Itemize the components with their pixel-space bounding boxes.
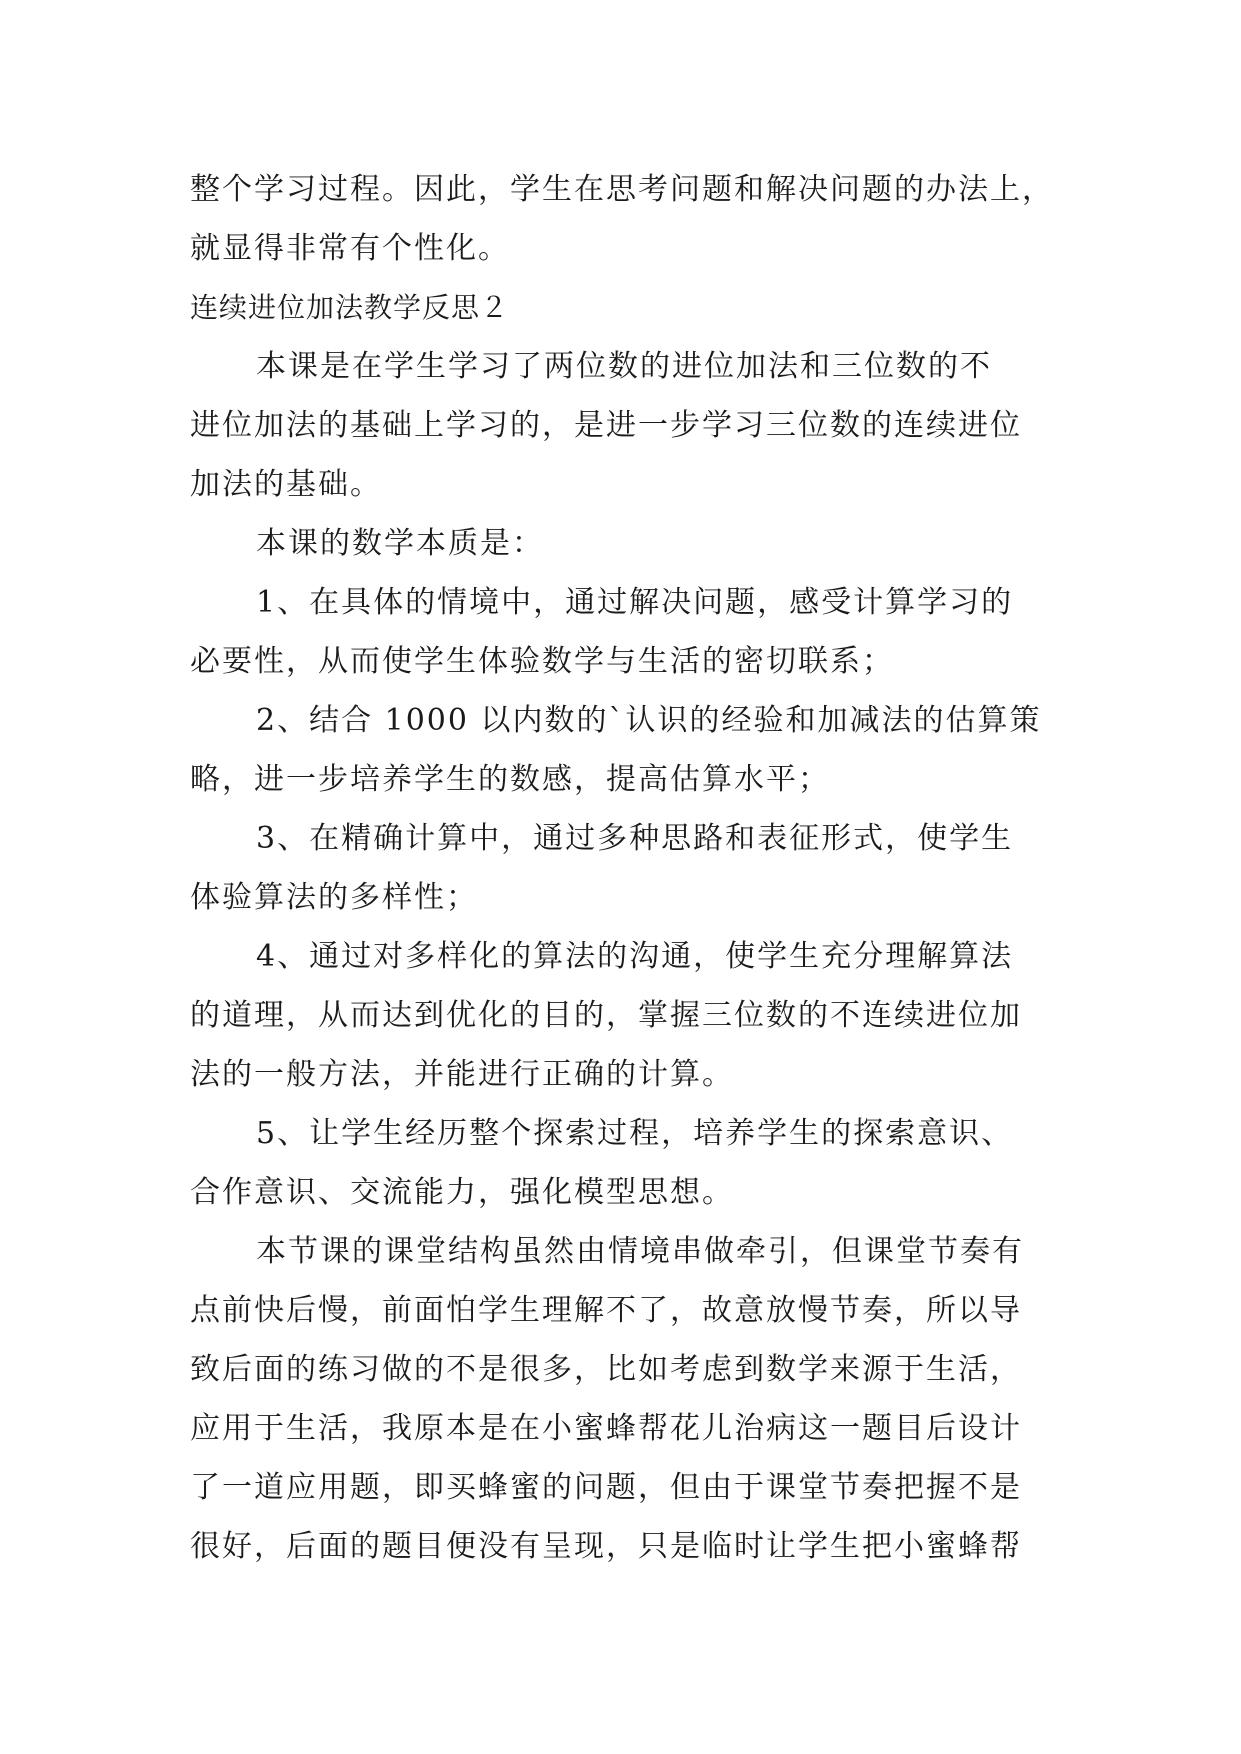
text-line: 体验算法的多样性； [190,880,478,915]
text-line: 的道理，从而达到优化的目的，掌握三位数的不连续进位加 [190,998,1022,1033]
section-heading: 连续进位加法教学反思２ [190,291,510,324]
list-item-line: 1、在具体的情境中，通过解决问题，感受计算学习的 [256,585,1014,620]
list-item-line: 2、结合 1000 以内数的`认识的经验和加减法的估算策 [256,703,1042,738]
text-line: 略，进一步培养学生的数感，提高估算水平； [190,762,830,797]
text-line: 合作意识、交流能力，强化模型思想。 [190,1175,734,1210]
text-line: 了一道应用题，即买蜂蜜的问题，但由于课堂节奏把握不是 [190,1470,1022,1505]
text-line: 应用于生活，我原本是在小蜜蜂帮花儿治病这一题目后设计 [190,1411,1022,1446]
text-line: 进位加法的基础上学习的，是进一步学习三位数的连续进位 [190,408,1022,443]
document-page [190,160,1060,1576]
list-item-line: 3、在精确计算中，通过多种思路和表征形式，使学生 [256,821,1014,856]
text-line: 点前快后慢，前面怕学生理解不了，故意放慢节奏，所以导 [190,1293,1022,1328]
paragraph-start-line: 本课的数学本质是： [256,526,544,561]
text-line: 很好，后面的题目便没有呈现，只是临时让学生把小蜜蜂帮 [190,1529,1022,1564]
text-line: 法的一般方法，并能进行正确的计算。 [190,1057,734,1092]
paragraph-start-line: 本节课的课堂结构虽然由情境串做牵引，但课堂节奏有 [256,1234,1024,1269]
text-line: 整个学习过程。因此，学生在思考问题和解决问题的办法上， [190,172,1054,207]
paragraph-start-line: 本课是在学生学习了两位数的进位加法和三位数的不 [256,349,992,384]
text-line: 加法的基础。 [190,467,382,502]
list-item-line: 5、让学生经历整个探索过程，培养学生的探索意识、 [256,1116,1014,1151]
list-item-line: 4、通过对多样化的算法的沟通，使学生充分理解算法 [256,939,1014,974]
text-line: 就显得非常有个性化。 [190,231,510,266]
text-line: 致后面的练习做的不是很多，比如考虑到数学来源于生活， [190,1352,1022,1387]
text-line: 必要性，从而使学生体验数学与生活的密切联系； [190,644,894,679]
